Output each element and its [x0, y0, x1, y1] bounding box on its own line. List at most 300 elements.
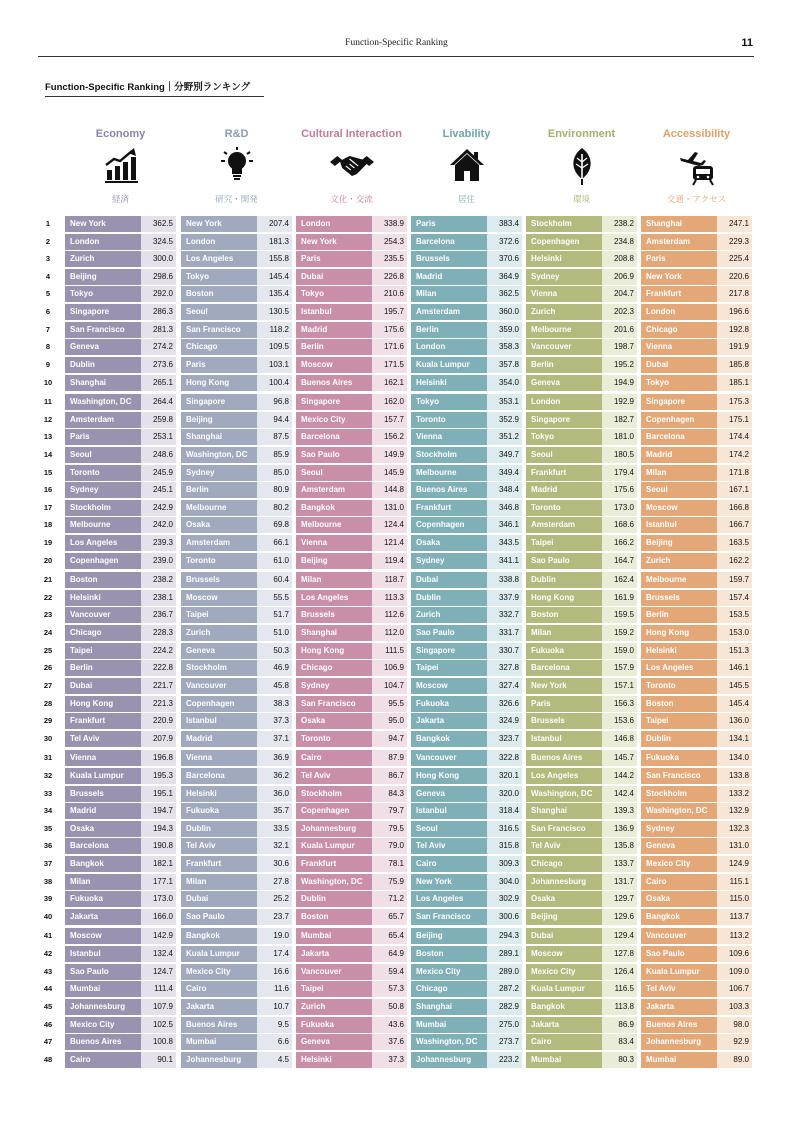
ranking-row: [65, 768, 176, 784]
city-score: 358.3: [487, 339, 522, 355]
section-title: Function-Specific Ranking｜分野別ランキング: [45, 82, 251, 93]
ranking-row: [526, 874, 637, 890]
city-name: Beijing: [411, 928, 487, 944]
city-score: 182.7: [602, 412, 637, 428]
city-name: Tokyo: [526, 429, 602, 445]
ranking-row: [641, 678, 752, 694]
rank-number: 4: [45, 271, 51, 281]
column-title: Cultural Interaction: [301, 128, 402, 140]
city-name: Toronto: [296, 731, 372, 747]
city-score: 201.6: [602, 322, 637, 338]
city-score: 259.8: [141, 412, 176, 428]
ranking-row: [65, 590, 176, 606]
city-score: 113.3: [372, 590, 407, 606]
ranking-row: [65, 999, 176, 1015]
city-score: 85.9: [257, 447, 292, 463]
city-name: London: [526, 394, 602, 410]
ranking-row: [296, 678, 407, 694]
city-name: San Francisco: [411, 909, 487, 925]
city-score: 337.9: [487, 590, 522, 606]
city-score: 66.1: [257, 535, 292, 551]
city-score: 11.6: [257, 981, 292, 997]
city-name: Dubai: [65, 678, 141, 694]
city-score: 225.4: [717, 251, 752, 267]
city-score: 30.6: [257, 856, 292, 872]
ranking-row: [65, 1017, 176, 1033]
city-name: Amsterdam: [296, 482, 372, 498]
city-score: 195.7: [372, 304, 407, 320]
ranking-row: [181, 216, 292, 232]
ranking-row: [411, 375, 522, 391]
ranking-row: [65, 375, 176, 391]
city-name: Berlin: [526, 357, 602, 373]
city-name: Bangkok: [296, 500, 372, 516]
city-name: Kuala Lumpur: [641, 964, 717, 980]
ranking-row: [296, 946, 407, 962]
ranking-row: [181, 269, 292, 285]
city-name: Vienna: [65, 750, 141, 766]
city-name: Seoul: [296, 465, 372, 481]
column-subtitle-jp: 交通・アクセス: [666, 194, 727, 204]
city-score: 86.7: [372, 768, 407, 784]
ranking-row: [65, 607, 176, 623]
city-name: Toronto: [526, 500, 602, 516]
column-title: Environment: [547, 128, 616, 140]
city-name: Melbourne: [526, 322, 602, 338]
city-name: Jakarta: [526, 1017, 602, 1033]
ranking-row: [526, 375, 637, 391]
ranking-row: [65, 678, 176, 694]
city-score: 192.8: [717, 322, 752, 338]
city-name: San Francisco: [526, 821, 602, 837]
ranking-row: [181, 429, 292, 445]
ranking-row: [411, 304, 522, 320]
city-score: 36.2: [257, 768, 292, 784]
ranking-row: [296, 339, 407, 355]
city-score: 174.2: [717, 447, 752, 463]
city-name: Paris: [181, 357, 257, 373]
ranking-row: [65, 553, 176, 569]
city-name: Taipei: [181, 607, 257, 623]
city-score: 25.2: [257, 891, 292, 907]
ranking-row: [296, 394, 407, 410]
ranking-row: [526, 928, 637, 944]
city-name: Tokyo: [65, 286, 141, 302]
city-score: 100.8: [141, 1034, 176, 1050]
ranking-row: [181, 731, 292, 747]
ranking-row: [411, 517, 522, 533]
city-score: 238.2: [602, 216, 637, 232]
city-score: 248.6: [141, 447, 176, 463]
city-score: 191.9: [717, 339, 752, 355]
city-name: San Francisco: [641, 768, 717, 784]
city-name: Jakarta: [411, 713, 487, 729]
city-name: Cairo: [411, 856, 487, 872]
ranking-row: [296, 447, 407, 463]
ranking-row: [181, 412, 292, 428]
city-score: 273.6: [141, 357, 176, 373]
city-name: Mexico City: [296, 412, 372, 428]
city-name: Brussels: [181, 572, 257, 588]
city-score: 109.5: [257, 339, 292, 355]
city-score: 119.4: [372, 553, 407, 569]
city-name: Chicago: [641, 322, 717, 338]
city-name: Geneva: [526, 375, 602, 391]
city-name: Zurich: [526, 304, 602, 320]
city-score: 94.7: [372, 731, 407, 747]
city-name: Vancouver: [526, 339, 602, 355]
rank-number: 27: [43, 680, 53, 690]
city-score: 130.5: [257, 304, 292, 320]
city-name: Amsterdam: [181, 535, 257, 551]
ranking-row: [181, 535, 292, 551]
city-name: Sydney: [411, 553, 487, 569]
city-score: 116.5: [602, 981, 637, 997]
city-name: Buenos Aires: [296, 375, 372, 391]
ranking-row: [65, 964, 176, 980]
ranking-row: [65, 447, 176, 463]
city-score: 315.8: [487, 838, 522, 854]
city-score: 80.9: [257, 482, 292, 498]
rank-number: 36: [43, 841, 53, 851]
city-name: Frankfurt: [296, 856, 372, 872]
city-name: Bangkok: [181, 928, 257, 944]
ranking-row: [296, 803, 407, 819]
ranking-row: [526, 517, 637, 533]
city-score: 327.8: [487, 660, 522, 676]
city-name: Dubai: [641, 357, 717, 373]
ranking-row: [411, 269, 522, 285]
city-score: 282.9: [487, 999, 522, 1015]
ranking-row: [181, 821, 292, 837]
ranking-row: [526, 909, 637, 925]
city-score: 177.1: [141, 874, 176, 890]
city-name: Brussels: [641, 590, 717, 606]
ranking-row: [411, 660, 522, 676]
ranking-row: [181, 678, 292, 694]
ranking-row: [411, 572, 522, 588]
city-score: 113.2: [717, 928, 752, 944]
city-name: Fukuoka: [411, 696, 487, 712]
city-score: 157.4: [717, 590, 752, 606]
city-name: Cairo: [296, 750, 372, 766]
city-score: 360.0: [487, 304, 522, 320]
city-name: Istanbul: [65, 946, 141, 962]
city-score: 142.4: [602, 786, 637, 802]
ranking-row: [526, 1052, 637, 1068]
city-score: 103.3: [717, 999, 752, 1015]
city-name: Dublin: [181, 821, 257, 837]
ranking-row: [526, 412, 637, 428]
city-score: 332.7: [487, 607, 522, 623]
city-score: 65.7: [372, 909, 407, 925]
rank-number: 8: [45, 342, 51, 352]
city-name: Johannesburg: [641, 1034, 717, 1050]
city-score: 145.7: [602, 750, 637, 766]
city-score: 208.8: [602, 251, 637, 267]
ranking-row: [411, 750, 522, 766]
city-name: Tokyo: [181, 269, 257, 285]
ranking-row: [526, 447, 637, 463]
city-score: 112.6: [372, 607, 407, 623]
city-name: Berlin: [181, 482, 257, 498]
city-name: Dublin: [526, 572, 602, 588]
city-score: 45.8: [257, 678, 292, 694]
city-score: 50.3: [257, 643, 292, 659]
city-name: Mexico City: [526, 964, 602, 980]
city-score: 19.0: [257, 928, 292, 944]
ranking-row: [641, 429, 752, 445]
city-name: Madrid: [641, 447, 717, 463]
city-score: 79.5: [372, 821, 407, 837]
city-name: Osaka: [411, 535, 487, 551]
city-score: 173.0: [141, 891, 176, 907]
city-name: Seoul: [411, 821, 487, 837]
ranking-row: [296, 891, 407, 907]
city-name: Amsterdam: [641, 234, 717, 250]
city-score: 36.0: [257, 786, 292, 802]
ranking-row: [181, 447, 292, 463]
city-name: Hong Kong: [181, 375, 257, 391]
city-name: Berlin: [296, 339, 372, 355]
city-name: Moscow: [65, 928, 141, 944]
city-name: Zurich: [296, 999, 372, 1015]
city-score: 341.1: [487, 553, 522, 569]
city-name: Madrid: [411, 269, 487, 285]
ranking-row: [65, 1034, 176, 1050]
ranking-row: [65, 465, 176, 481]
city-name: Tel Aviv: [296, 768, 372, 784]
ranking-row: [296, 482, 407, 498]
ranking-row: [641, 465, 752, 481]
city-score: 327.4: [487, 678, 522, 694]
rank-number: 39: [43, 894, 53, 904]
city-name: Singapore: [65, 304, 141, 320]
city-name: Copenhagen: [526, 234, 602, 250]
city-name: Toronto: [181, 553, 257, 569]
city-score: 144.8: [372, 482, 407, 498]
ranking-row: [411, 1017, 522, 1033]
city-name: Hong Kong: [65, 696, 141, 712]
city-name: Taipei: [411, 660, 487, 676]
ranking-row: [641, 786, 752, 802]
ranking-row: [526, 946, 637, 962]
rank-number: 28: [43, 698, 53, 708]
city-name: Seoul: [65, 447, 141, 463]
city-score: 80.3: [602, 1052, 637, 1068]
city-name: Copenhagen: [296, 803, 372, 819]
city-score: 166.8: [717, 500, 752, 516]
city-score: 145.9: [372, 465, 407, 481]
city-score: 239.3: [141, 535, 176, 551]
city-score: 103.1: [257, 357, 292, 373]
city-name: San Francisco: [65, 322, 141, 338]
city-score: 322.8: [487, 750, 522, 766]
ranking-row: [65, 394, 176, 410]
city-score: 357.8: [487, 357, 522, 373]
ranking-row: [526, 713, 637, 729]
ranking-row: [411, 696, 522, 712]
column-subtitle-jp: 研究・開発: [215, 194, 258, 204]
city-score: 69.8: [257, 517, 292, 533]
city-score: 264.4: [141, 394, 176, 410]
ranking-row: [411, 357, 522, 373]
city-score: 136.9: [602, 821, 637, 837]
ranking-row: [526, 803, 637, 819]
city-name: Shanghai: [411, 999, 487, 1015]
ranking-row: [181, 803, 292, 819]
city-name: Tel Aviv: [65, 731, 141, 747]
rank-number: 25: [43, 645, 53, 655]
ranking-row: [641, 713, 752, 729]
city-score: 145.5: [717, 678, 752, 694]
ranking-row: [65, 216, 176, 232]
city-score: 359.0: [487, 322, 522, 338]
city-score: 33.5: [257, 821, 292, 837]
ranking-row: [65, 322, 176, 338]
city-score: 289.1: [487, 946, 522, 962]
city-name: Geneva: [411, 786, 487, 802]
city-name: Los Angeles: [181, 251, 257, 267]
city-name: Johannesburg: [411, 1052, 487, 1068]
city-score: 16.6: [257, 964, 292, 980]
city-score: 234.8: [602, 234, 637, 250]
city-name: Moscow: [526, 946, 602, 962]
city-name: Buenos Aires: [526, 750, 602, 766]
city-score: 124.4: [372, 517, 407, 533]
ranking-row: [181, 786, 292, 802]
city-name: Bangkok: [641, 909, 717, 925]
city-name: Osaka: [296, 713, 372, 729]
city-score: 207.4: [257, 216, 292, 232]
ranking-row: [181, 625, 292, 641]
city-name: Helsinki: [296, 1052, 372, 1068]
ranking-row: [411, 874, 522, 890]
ranking-row: [641, 625, 752, 641]
city-name: Osaka: [65, 821, 141, 837]
city-score: 173.0: [602, 500, 637, 516]
ranking-row: [641, 891, 752, 907]
ranking-row: [411, 786, 522, 802]
page-number: 11: [741, 37, 753, 49]
ranking-row: [526, 625, 637, 641]
city-name: Zurich: [65, 251, 141, 267]
city-name: Berlin: [65, 660, 141, 676]
city-name: Boston: [526, 607, 602, 623]
city-score: 320.0: [487, 786, 522, 802]
city-score: 161.9: [602, 590, 637, 606]
city-score: 274.2: [141, 339, 176, 355]
city-name: Istanbul: [641, 517, 717, 533]
ranking-row: [296, 375, 407, 391]
city-name: Chicago: [411, 981, 487, 997]
ranking-row: [65, 856, 176, 872]
city-name: Vienna: [296, 535, 372, 551]
rank-number: 26: [43, 663, 53, 673]
city-score: 166.2: [602, 535, 637, 551]
city-name: Barcelona: [296, 429, 372, 445]
header-divider: [38, 56, 754, 57]
city-name: Tokyo: [641, 375, 717, 391]
page-header-title: Function-Specific Ranking: [345, 38, 448, 48]
ranking-row: [296, 553, 407, 569]
ranking-row: [526, 286, 637, 302]
city-score: 235.5: [372, 251, 407, 267]
city-score: 133.7: [602, 856, 637, 872]
city-score: 354.0: [487, 375, 522, 391]
city-name: Chicago: [65, 625, 141, 641]
city-name: Geneva: [65, 339, 141, 355]
ranking-row: [65, 696, 176, 712]
ranking-row: [65, 731, 176, 747]
ranking-row: [641, 412, 752, 428]
city-score: 190.8: [141, 838, 176, 854]
city-score: 242.0: [141, 517, 176, 533]
city-name: Kuala Lumpur: [411, 357, 487, 373]
city-name: Stockholm: [411, 447, 487, 463]
city-name: London: [296, 216, 372, 232]
ranking-row: [296, 909, 407, 925]
ranking-row: [641, 696, 752, 712]
city-score: 175.6: [372, 322, 407, 338]
ranking-row: [411, 553, 522, 569]
city-name: Stockholm: [526, 216, 602, 232]
city-score: 181.3: [257, 234, 292, 250]
city-name: Vancouver: [296, 964, 372, 980]
city-score: 352.9: [487, 412, 522, 428]
city-name: Zurich: [411, 607, 487, 623]
ranking-row: [641, 803, 752, 819]
city-score: 324.5: [141, 234, 176, 250]
city-name: Barcelona: [411, 234, 487, 250]
city-score: 51.0: [257, 625, 292, 641]
city-score: 171.5: [372, 357, 407, 373]
city-name: Melbourne: [641, 572, 717, 588]
ranking-row: [411, 999, 522, 1015]
city-name: Hong Kong: [411, 768, 487, 784]
city-name: Los Angeles: [641, 660, 717, 676]
ranking-row: [641, 643, 752, 659]
city-score: 37.3: [372, 1052, 407, 1068]
city-score: 134.0: [717, 750, 752, 766]
city-name: Madrid: [296, 322, 372, 338]
city-score: 207.9: [141, 731, 176, 747]
city-score: 146.1: [717, 660, 752, 676]
ranking-row: [296, 856, 407, 872]
ranking-row: [181, 234, 292, 250]
city-name: Seoul: [181, 304, 257, 320]
ranking-row: [641, 909, 752, 925]
ranking-row: [181, 874, 292, 890]
ranking-row: [65, 946, 176, 962]
city-name: Sao Paulo: [641, 946, 717, 962]
city-score: 194.3: [141, 821, 176, 837]
city-score: 166.7: [717, 517, 752, 533]
city-name: Singapore: [411, 643, 487, 659]
ranking-row: [411, 946, 522, 962]
city-score: 179.4: [602, 465, 637, 481]
ranking-row: [641, 981, 752, 997]
ranking-row: [296, 981, 407, 997]
city-score: 27.8: [257, 874, 292, 890]
city-name: Los Angeles: [411, 891, 487, 907]
city-name: Frankfurt: [181, 856, 257, 872]
city-score: 124.7: [141, 964, 176, 980]
city-name: Vancouver: [65, 607, 141, 623]
rank-number: 37: [43, 859, 53, 869]
city-score: 202.3: [602, 304, 637, 320]
city-name: New York: [526, 678, 602, 694]
